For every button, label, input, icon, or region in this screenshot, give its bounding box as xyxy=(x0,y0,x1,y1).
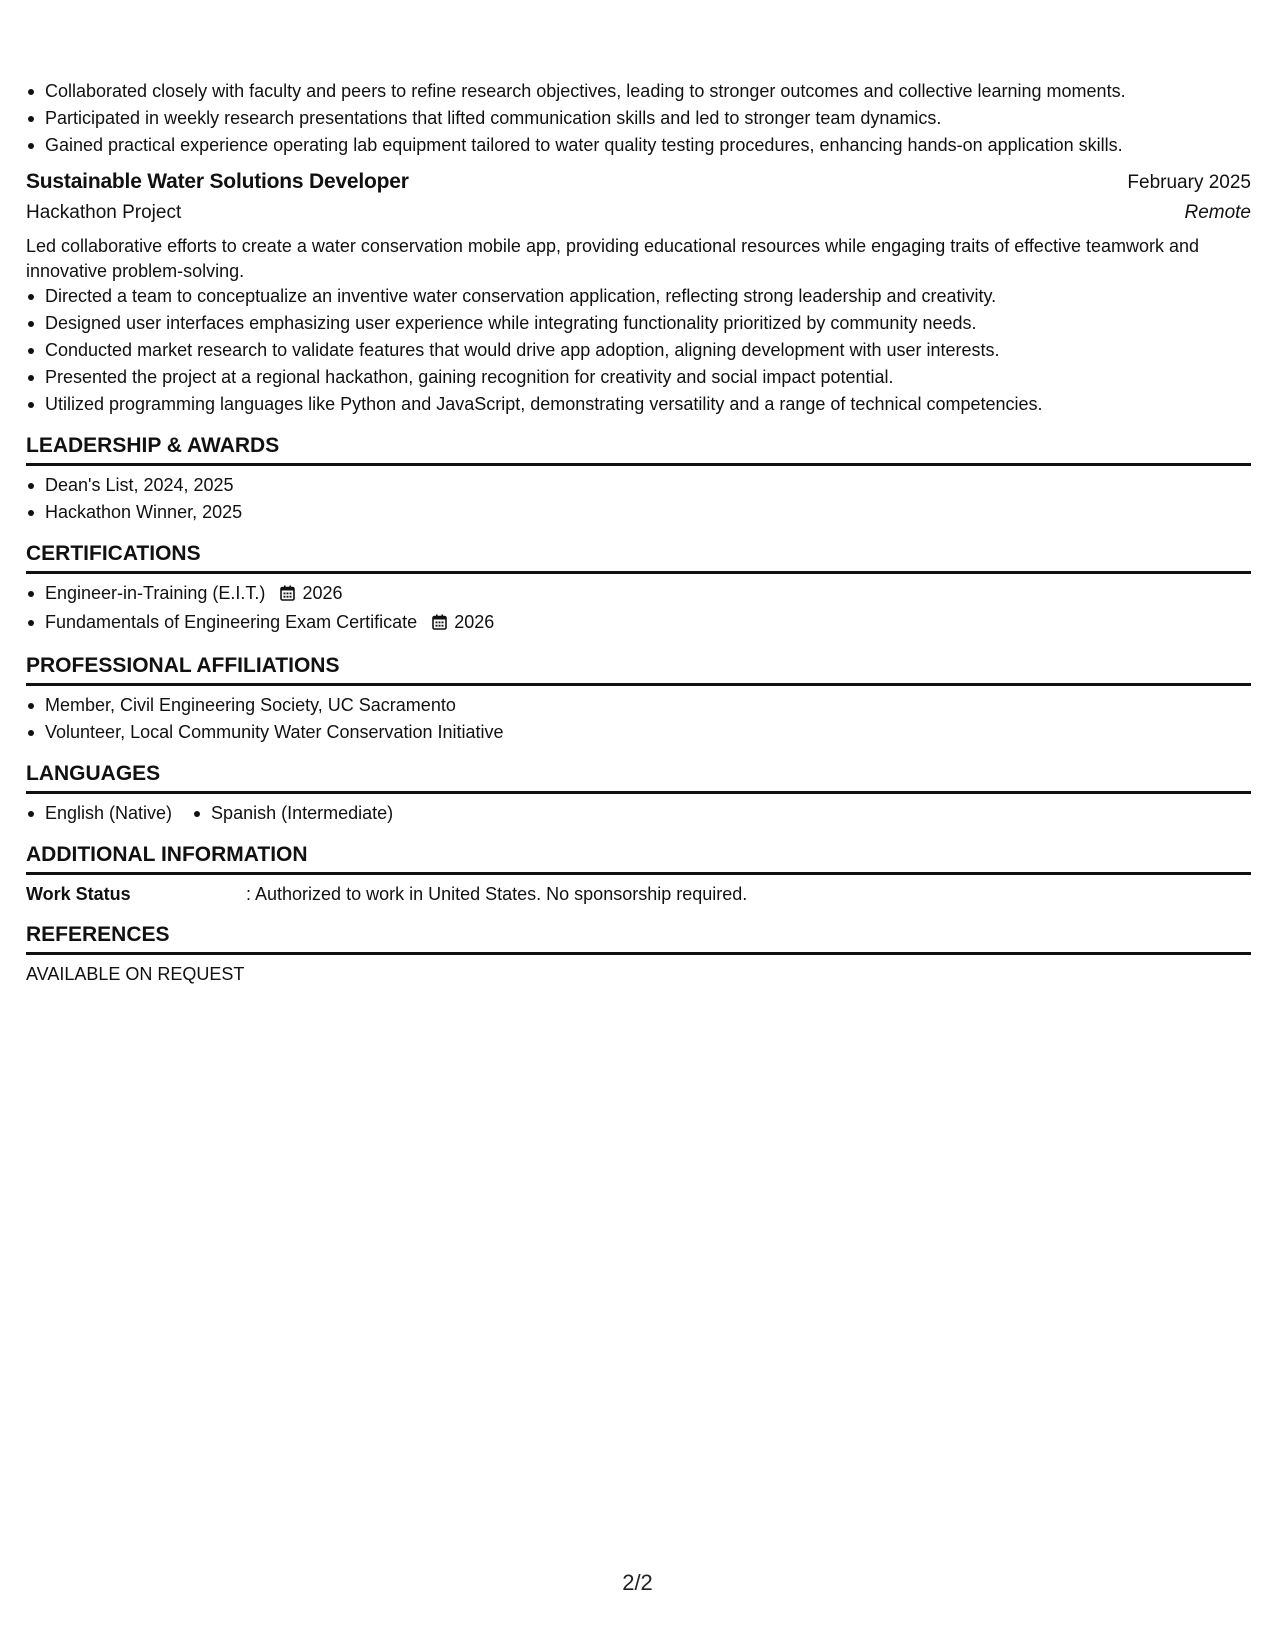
list-item xyxy=(26,580,1251,609)
resume-page xyxy=(26,78,1251,987)
calendar-icon xyxy=(280,582,295,609)
job-date: February 2025 xyxy=(1127,172,1251,193)
certification-year: 2026 xyxy=(454,612,495,632)
list-item: Utilized programming languages like Python and JavaScript, demonstrating versatility and a range of technical competencies. xyxy=(26,391,1251,418)
list-item: Volunteer, Local Community Water Conservation Initiative xyxy=(26,719,1251,746)
section-heading-additional-info: ADDITIONAL INFORMATION xyxy=(26,841,1251,875)
list-item: English (Native) xyxy=(26,800,172,827)
job-subheader xyxy=(26,198,1251,228)
section-heading-certifications: CERTIFICATIONS xyxy=(26,540,1251,574)
section-heading-references: REFERENCES xyxy=(26,921,1251,955)
list-item: Participated in weekly research presentations that lifted communication skills and led to stronger team dynamics. xyxy=(26,105,1251,132)
list-item: Directed a team to conceptualize an inventive water conservation application, reflecting strong leadership and creativity. xyxy=(26,283,1251,310)
certifications-list xyxy=(26,580,1251,638)
certification-year: 2026 xyxy=(302,583,343,603)
list-item: Dean's List, 2024, 2025 xyxy=(26,472,1251,499)
list-item: Member, Civil Engineering Society, UC Sacramento xyxy=(26,692,1251,719)
section-heading-affiliations: PROFESSIONAL AFFILIATIONS xyxy=(26,652,1251,686)
list-item: Hackathon Winner, 2025 xyxy=(26,499,1251,526)
list-item: Gained practical experience operating lab equipment tailored to water quality testing procedures, enhancing hands-on application skills. xyxy=(26,132,1251,159)
affiliations-list xyxy=(26,692,1251,746)
page-number: 2/2 xyxy=(622,1570,653,1595)
calendar-icon xyxy=(432,611,447,638)
list-item: Collaborated closely with faculty and peers to refine research objectives, leading to stronger outcomes and collective learning moments. xyxy=(26,78,1251,105)
references-text: AVAILABLE ON REQUEST xyxy=(26,964,245,984)
research-bullet-list xyxy=(26,78,1251,159)
list-item: Presented the project at a regional hackathon, gaining recognition for creativity and social impact potential. xyxy=(26,364,1251,391)
work-status-value: : Authorized to work in United States. No sponsorship required. xyxy=(246,884,748,904)
job-location: Remote xyxy=(1184,202,1251,223)
job-summary: Led collaborative efforts to create a water conservation mobile app, providing educational resources while engaging traits of effective teamwork and innovative problem-solving. xyxy=(26,236,1200,281)
leadership-list xyxy=(26,472,1251,526)
certification-name: Engineer-in-Training (E.I.T.) xyxy=(45,583,266,603)
list-item: Conducted market research to validate features that would drive app adoption, aligning development with user interests. xyxy=(26,337,1251,364)
list-item: Designed user interfaces emphasizing user experience while integrating functionality prioritized by community needs. xyxy=(26,310,1251,337)
job-organization: Hackathon Project xyxy=(26,202,182,223)
languages-list xyxy=(26,800,1251,827)
work-status-label: Work Status xyxy=(26,884,131,904)
job-title: Sustainable Water Solutions Developer xyxy=(26,170,409,193)
list-item: Spanish (Intermediate) xyxy=(192,800,393,827)
work-status-row xyxy=(26,881,1251,907)
list-item xyxy=(26,609,1251,638)
job-bullet-list xyxy=(26,283,1251,418)
section-heading-leadership: LEADERSHIP & AWARDS xyxy=(26,432,1251,466)
job-header xyxy=(26,167,1251,198)
section-heading-languages: LANGUAGES xyxy=(26,760,1251,794)
certification-name: Fundamentals of Engineering Exam Certificate xyxy=(45,612,418,632)
